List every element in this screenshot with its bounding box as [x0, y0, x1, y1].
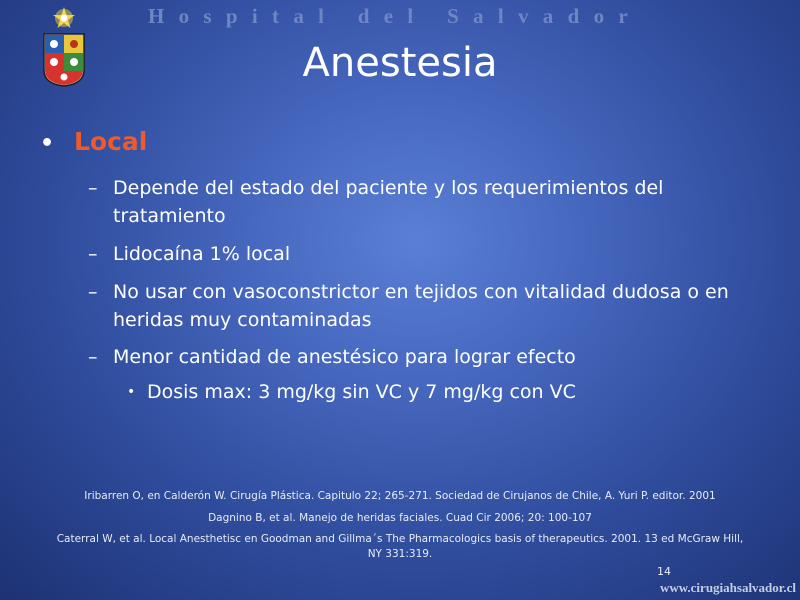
reference: Dagnino B, et al. Manejo de heridas faciales. Cuad Cir 2006; 20: 100-107	[208, 512, 592, 524]
bullet-local	[40, 127, 147, 156]
list-item	[88, 343, 748, 371]
list-item	[88, 174, 748, 230]
footer-url[interactable]: www.cirugiahsalvador.cl	[659, 580, 796, 595]
list-item-text: Depende del estado del paciente y los requerimientos del tratamiento	[113, 177, 664, 227]
sub-list-item-text: Dosis max: 3 mg/kg sin VC y 7 mg/kg con VC	[147, 381, 576, 403]
dash-marker: –	[88, 177, 98, 199]
dash-marker: –	[88, 281, 98, 303]
list-item-text: Lidocaína 1% local	[113, 243, 291, 265]
reference: Caterral W, et al. Local Anesthetisc en Goodman and Gillma´s The Pharmacologics basis of therapeutics. 2001. 13 ed McGraw Hill, NY 331:319.	[56, 533, 744, 560]
list-item	[88, 240, 748, 268]
bullet-dot: •	[127, 384, 136, 400]
dash-marker: –	[88, 346, 98, 368]
list-item	[88, 278, 748, 334]
page-number: 14	[657, 565, 671, 578]
institution-header: Hospital del Salvador	[148, 4, 642, 28]
bullet-dot: •	[40, 131, 55, 156]
sub-list-item	[127, 381, 576, 403]
reference: Iribarren O, en Calderón W. Cirugía Plástica. Capitulo 22; 265-271. Sociedad de Cirujanos de Chile, A. Yuri P. editor. 2001	[84, 490, 716, 502]
slide-title: Anestesia	[302, 40, 498, 86]
list-item-text: Menor cantidad de anestésico para lograr efecto	[113, 346, 576, 368]
dash-marker: –	[88, 243, 98, 265]
bullet-local-label: Local	[74, 127, 148, 156]
list-item-text: No usar con vasoconstrictor en tejidos con vitalidad dudosa o en heridas muy contaminadas	[113, 281, 729, 331]
